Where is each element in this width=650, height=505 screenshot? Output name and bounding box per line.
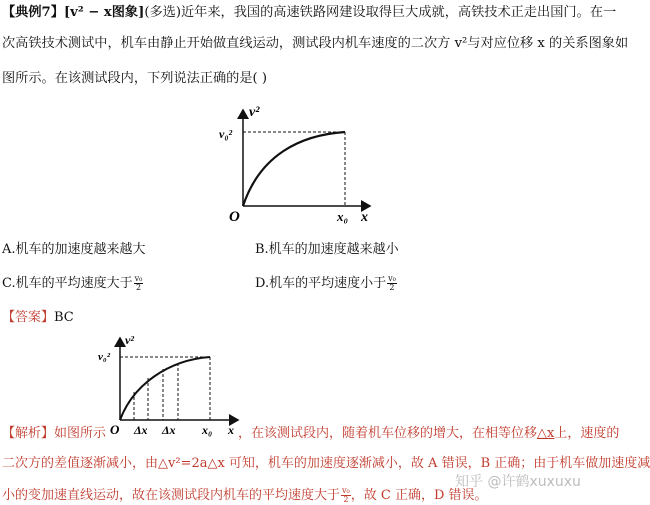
frac-den: 2 [389,283,395,292]
question-line-3: 图所示。在该测试段内，下列说法正确的是( ) [2,71,268,86]
x-axis-label: x [228,423,234,437]
analysis-line-1-start [2,422,106,441]
analysis-text-1c: 上，速度的 [554,426,620,441]
example-tag: 【典例7】 [2,5,64,20]
analysis-line-3 [2,484,488,504]
option-a: A.机车的加速度越来越大 [2,242,146,257]
y-tick-label: v₀² [219,127,233,141]
analysis-fraction [341,487,351,504]
analysis-text-3b: ，故 C 正确，D 错误。 [350,488,488,503]
origin-label: O [229,209,240,225]
watermark: 知乎 @许鹤xuxuxu [455,474,581,490]
analysis-text-1b: ，在该测试段内，随着机车位移的增大，在相等位移 [238,426,538,441]
option-d-fraction [387,275,397,292]
analysis-text-1a: 如图所示 [54,426,107,441]
answer-value: BC [54,310,74,325]
origin-label: O [110,422,120,437]
option-c-fraction [134,275,144,292]
x-tick-label: x₀ [202,423,213,437]
frac-num: v₀ [342,486,350,495]
y-tick-label: v₀² [98,351,111,363]
option-b: B.机车的加速度越来越小 [255,242,399,257]
option-c [2,272,143,292]
x-tick-label: x₀ [337,209,349,224]
option-d [255,272,397,292]
frac-num: v₀ [388,274,396,283]
answer-label: 【答案】 [2,310,55,325]
question-text-1: (多选)近年来，我国的高速铁路网建设取得巨大成就，高铁技术正走出国门。在一 [144,5,617,20]
analysis-line-2: 二次方的差值逐渐减小，由△v²=2a△x 可知，机车的加速度逐渐减小，故 A 错误，B 正确；由于机车做加速度减 [2,456,650,471]
frac-den: 2 [135,283,142,292]
curve [243,132,345,206]
analysis-line-1-end [238,422,619,441]
frac-num: v₀ [134,274,143,283]
option-c-text: C.机车的平均速度大于 [2,276,133,291]
frac-den: 2 [343,495,349,504]
delta-x-label-1: Δx [134,423,148,437]
question-line-1 [2,1,616,25]
delta-x-label-2: Δx [162,423,176,437]
y-axis-label: v² [249,105,260,120]
answer-line [2,306,74,325]
graph-analysis [98,330,248,440]
analysis-label: 【解析】 [2,426,55,441]
option-d-text: D.机车的平均速度小于 [255,276,387,291]
x-axis-label: x [361,210,368,225]
analysis-delta-x: △x [537,426,555,441]
curve [120,357,210,420]
analysis-text-3a: 小的变加速直线运动，故在该测试段内机车的平均速度大于 [2,488,341,503]
y-axis-label: v² [125,333,134,347]
question-line-2: 次高铁技术测试中，机车由静止开始做直线运动，测试段内机车速度的二次方 v²与对应位移 x 的关系图象如 [2,36,629,51]
graph-v2-x [205,100,385,230]
topic-label: [v² − x图象] [63,5,145,20]
